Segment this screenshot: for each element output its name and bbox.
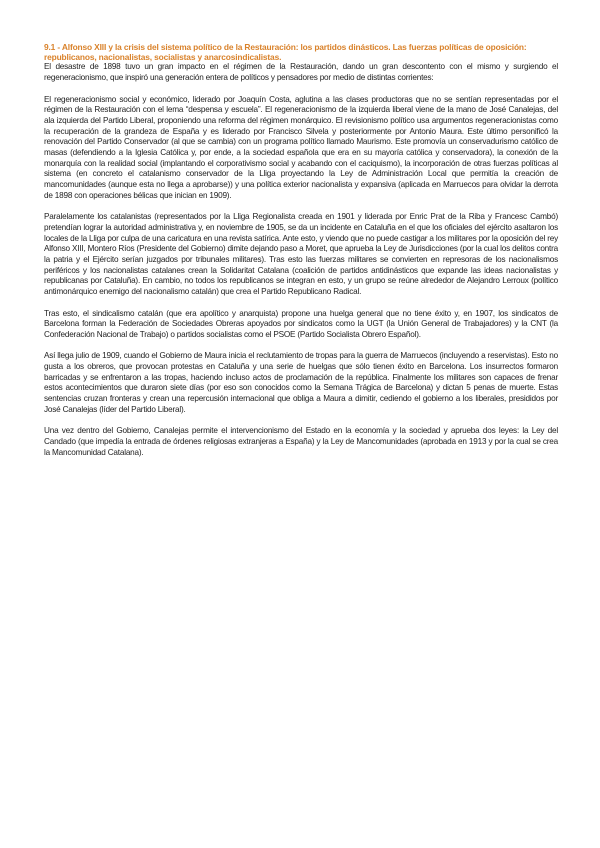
catalanistas-paragraph: Paralelamente los catalanistas (representados por la Lliga Regionalista creada en 1901 y liderada por Enric Prat de la Riba y Francesc Cambó) pretendían lograr la autoridad administrativa y, en noviembre de 1905, se da un incidente en Cataluña en el que los oficiales del ejército asaltaron los locales de la Lliga por culpa de una caricatura en una revista satírica. Ante esto, y viendo que no puede castigar a los militares por la oposición del rey Alfonso XIII, Montero Ríos (Presidente del Gobierno) dimite dejando paso a Moret, que aprueba la Ley de Jurisdicciones (por la cual los delitos contra la patria y el Ejército serían juzgados por tribunales militares). Tras esto las fuerzas militares se convierten en represoras de los nacionalismos periféricos y los nacionalistas catalanes crean la Solidaritat Catalana (coalición de partidos antidinásticos que expande las ideas nacionalistas y republicanas por Cataluña). En cambio, no todos los republicanos se integran en esto, y un grupo se reúne alrededor de Alejandro Lerroux (político antimonárquico enemigo del nacionalismo catalán) que crea el Partido Republicano Radical. — [44, 212, 558, 297]
canalejas-paragraph: Una vez dentro del Gobierno, Canalejas permite el intervencionismo del Estado en la economía y la sociedad y aprueba dos leyes: la Ley del Candado (que impedía la entrada de órdenes religiosas extranjeras a España) y la Ley de Mancomunidades (aprobada en 1913 y por la cual se crea la Mancomunidad Catalana). — [44, 426, 558, 457]
regeneracionismo-paragraph: El regeneracionismo social y económico, liderado por Joaquín Costa, aglutina a las clases productoras que no se sentían representadas por el régimen de la Restauración con el lema “despensa y escuela”. El regeneracionismo de la izquierda liberal viene de la mano de José Canalejas, del ala izquierda del Partido Liberal, proponiendo una reforma del régimen monárquico. El revisionismo político usa argumentos regeneracionistas como la recuperación de la grandeza de España y es liderado por Francisco Silvela y posteriormente por Antonio Maura. Este último personificó la renovación del Partido Conservador (al que se cambia) con un programa político llamado Maurismo. Este promovía un conservadurismo católico de masas (defendiendo a la Iglesia Católica y, por ende, a la sociedad española que era en su mayoría católica y conservadora), la conexión de la monarquía con la realidad social (implantando el corporativismo social y acabando con el caciquismo), la incorporación de otras fuerzas políticas al sistema (en concreto el catalanismo conservador de la Lliga proyectando la Ley de Administración Local que permitía la creación de mancomunidades (aunque esta no llega a aprobarse)) y una política exterior nacionalista y expansiva (aplicada en Marruecos para olvidar la derrota de 1898 con operaciones bélicas que inician en 1909). — [44, 94, 558, 200]
intro-paragraph: El desastre de 1898 tuvo un gran impacto en el régimen de la Restauración, dando un gran descontento con el mismo y surgiendo el regeneracionismo, que inspiró una generación entera de políticos y pensadores por medio de distintas corrientes: — [44, 62, 558, 83]
semana-tragica-paragraph: Así llega julio de 1909, cuando el Gobierno de Maura inicia el reclutamiento de tropas para la guerra de Marruecos (incluyendo a reservistas). Esto no gusta a los obreros, que provocan protestas en Cataluña y una serie de huelgas que sólo tienen éxito en Barcelona. Los insurrectos formaron barricadas y se enfrentaron a las tropas, haciendo incluso actos de proclamación de la república. Finalmente los militares son capaces de frenar estos acontecimientos que duraron siete días (por eso son conocidos como la Semana Trágica de Barcelona) y dictan 5 penas de muerte. Estas sentencias cruzan fronteras y crean una repercusión internacional que obliga a Maura a dimitir, cediendo el gobierno a los liberales, presididos por José Canalejas (líder del Partido Liberal). — [44, 351, 558, 414]
document-page — [44, 42, 558, 469]
section-heading: 9.1 - Alfonso XIII y la crisis del sistema político de la Restauración: los partidos dinásticos. Las fuerzas políticas de oposición: republicanos, nacionalistas, socialistas y anarcosindicalistas. — [44, 42, 527, 63]
sindicalismo-paragraph: Tras esto, el sindicalismo catalán (que era apolítico y anarquista) propone una huelga general que no tiene éxito y, en 1907, los sindicatos de Barcelona forman la Federación de Sociedades Obreras apoyados por sindicatos como la UGT (la Unión General de Trabajadores) y la CNT (la Confederación Nacional de Trabajo) o partidos socialistas como el PSOE (Partido Socialista Obrero Español). — [44, 308, 558, 339]
